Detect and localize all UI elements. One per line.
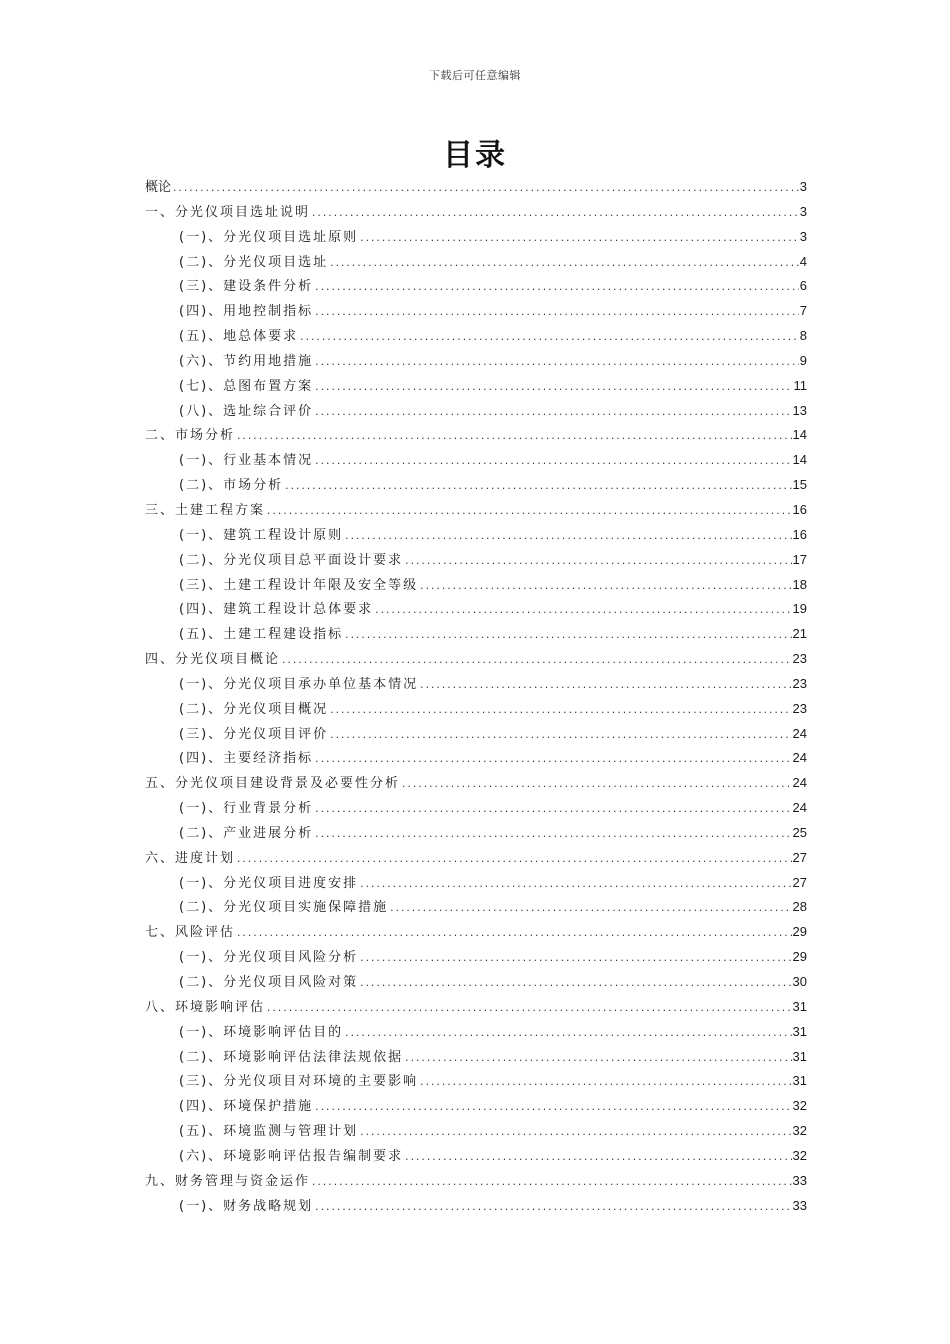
toc-entry[interactable] <box>145 374 807 399</box>
toc-entry[interactable] <box>145 448 807 473</box>
toc-entry-page-number: 29 <box>792 949 807 965</box>
toc-dot-leader <box>236 922 792 947</box>
toc-dot-leader <box>311 1171 792 1196</box>
toc-entry-label: 九、财务管理与资金运作 <box>145 1173 311 1189</box>
toc-entry-page-number: 32 <box>792 1147 807 1163</box>
toc-entry[interactable] <box>145 523 807 548</box>
toc-entry-label: (一)、行业基本情况 <box>179 453 314 469</box>
toc-dot-leader <box>344 525 791 550</box>
toc-entry-label: 概论 <box>145 180 172 195</box>
toc-entry[interactable] <box>145 796 807 821</box>
toc-entry-label: 二、市场分析 <box>145 428 236 444</box>
toc-entry-page-number: 23 <box>792 651 807 667</box>
toc-entry-page-number: 8 <box>799 328 807 344</box>
toc-entry[interactable] <box>145 722 807 747</box>
toc-entry[interactable] <box>145 1169 807 1194</box>
toc-entry-page-number: 16 <box>792 526 807 542</box>
toc-entry-page-number: 23 <box>792 675 807 691</box>
toc-dot-leader <box>314 276 799 301</box>
toc-entry-label: (三)、分光仪项目对环境的主要影响 <box>179 1074 419 1090</box>
toc-dot-leader <box>401 773 792 798</box>
toc-entry-page-number: 9 <box>799 352 807 368</box>
toc-entry-label: (二)、分光仪项目实施保障措施 <box>179 900 389 916</box>
toc-dot-leader <box>299 326 799 351</box>
toc-entry-label: (一)、分光仪项目承办单位基本情况 <box>179 676 419 692</box>
toc-dot-leader <box>404 550 791 575</box>
toc-dot-leader <box>236 425 792 450</box>
toc-entry[interactable] <box>145 672 807 697</box>
toc-entry-page-number: 15 <box>792 477 807 493</box>
toc-dot-leader <box>284 475 791 500</box>
toc-entry-page-number: 18 <box>792 576 807 592</box>
toc-entry-page-number: 14 <box>792 452 807 468</box>
toc-entry-page-number: 7 <box>799 303 807 319</box>
toc-entry-page-number: 33 <box>792 1197 807 1213</box>
toc-entry-label: (三)、分光仪项目评价 <box>179 726 329 742</box>
toc-entry-page-number: 31 <box>792 998 807 1014</box>
toc-entry-label: (二)、产业进展分析 <box>179 825 314 841</box>
toc-entry[interactable] <box>145 1119 807 1144</box>
toc-dot-leader <box>329 699 791 724</box>
toc-entry-page-number: 25 <box>792 824 807 840</box>
toc-dot-leader <box>314 376 792 401</box>
toc-entry-page-number: 23 <box>792 700 807 716</box>
toc-entry-label: (五)、地总体要求 <box>179 329 299 345</box>
toc-entry[interactable] <box>145 920 807 945</box>
toc-entry[interactable] <box>145 1045 807 1070</box>
toc-dot-leader <box>419 1071 791 1096</box>
toc-dot-leader <box>314 301 799 326</box>
toc-dot-leader <box>344 1022 791 1047</box>
toc-entry-page-number: 24 <box>792 750 807 766</box>
toc-entry-label: (七)、总图布置方案 <box>179 378 314 394</box>
toc-dot-leader <box>359 873 791 898</box>
toc-entry[interactable] <box>145 200 807 225</box>
toc-entry-page-number: 16 <box>792 501 807 517</box>
toc-dot-leader <box>314 1196 791 1221</box>
page-title: 目录 <box>443 138 507 173</box>
toc-entry-page-number: 27 <box>792 849 807 865</box>
toc-entry[interactable] <box>145 746 807 771</box>
toc-entry[interactable] <box>145 821 807 846</box>
toc-entry[interactable] <box>145 498 807 523</box>
toc-entry-label: (一)、行业背景分析 <box>179 801 314 817</box>
toc-entry[interactable] <box>145 573 807 598</box>
toc-entry-page-number: 14 <box>792 427 807 443</box>
toc-entry[interactable] <box>145 175 807 200</box>
toc-entry-label: (五)、土建工程建设指标 <box>179 627 344 643</box>
toc-entry-label: 四、分光仪项目概论 <box>145 652 281 668</box>
toc-entry-label: (二)、市场分析 <box>179 478 284 494</box>
toc-entry-page-number: 31 <box>792 1023 807 1039</box>
toc-entry-page-number: 31 <box>792 1073 807 1089</box>
toc-entry-page-number: 3 <box>799 203 807 219</box>
toc-entry[interactable] <box>145 349 807 374</box>
toc-entry[interactable] <box>145 548 807 573</box>
toc-entry-page-number: 6 <box>799 278 807 294</box>
toc-entry[interactable] <box>145 399 807 424</box>
toc-dot-leader <box>314 823 791 848</box>
toc-dot-leader <box>236 848 792 873</box>
toc-entry-page-number: 32 <box>792 1098 807 1114</box>
toc-entry-label: (四)、主要经济指标 <box>179 751 314 767</box>
toc-entry-label: (一)、环境影响评估目的 <box>179 1024 344 1040</box>
table-of-contents <box>145 175 807 1218</box>
toc-dot-leader <box>359 947 791 972</box>
toc-entry[interactable] <box>145 697 807 722</box>
toc-entry-page-number: 24 <box>792 775 807 791</box>
toc-dot-leader <box>329 724 791 749</box>
toc-entry[interactable] <box>145 473 807 498</box>
toc-entry[interactable] <box>145 1020 807 1045</box>
toc-entry[interactable] <box>145 225 807 250</box>
toc-entry-label: 八、环境影响评估 <box>145 999 266 1015</box>
toc-entry-page-number: 32 <box>792 1123 807 1139</box>
toc-entry-label: (四)、用地控制指标 <box>179 304 314 320</box>
toc-dot-leader <box>314 401 791 426</box>
toc-entry-page-number: 4 <box>799 253 807 269</box>
toc-entry[interactable] <box>145 895 807 920</box>
toc-entry-page-number: 24 <box>792 725 807 741</box>
toc-entry-page-number: 3 <box>799 179 807 194</box>
toc-entry-label: 六、进度计划 <box>145 850 236 866</box>
toc-entry-label: 三、土建工程方案 <box>145 502 266 518</box>
toc-entry-page-number: 21 <box>792 626 807 642</box>
toc-entry[interactable] <box>145 871 807 896</box>
toc-entry[interactable] <box>145 647 807 672</box>
toc-entry-page-number: 27 <box>792 874 807 890</box>
toc-entry[interactable] <box>145 597 807 622</box>
toc-entry[interactable] <box>145 970 807 995</box>
toc-entry-label: (三)、建设条件分析 <box>179 279 314 295</box>
toc-entry-label: (二)、分光仪项目概况 <box>179 701 329 717</box>
toc-entry-label: (二)、环境影响评估法律法规依据 <box>179 1049 404 1065</box>
toc-dot-leader <box>172 177 799 202</box>
toc-entry[interactable] <box>145 1144 807 1169</box>
toc-entry-label: (二)、分光仪项目风险对策 <box>179 975 359 990</box>
toc-dot-leader <box>359 1121 791 1146</box>
toc-entry-label: (六)、环境影响评估报告编制要求 <box>179 1148 404 1164</box>
toc-entry-label: (二)、分光仪项目选址 <box>179 254 329 270</box>
toc-entry-label: (八)、选址综合评价 <box>179 403 314 419</box>
toc-entry[interactable] <box>145 945 807 970</box>
toc-entry-page-number: 28 <box>792 899 807 915</box>
toc-entry-page-number: 30 <box>792 974 807 989</box>
toc-entry[interactable] <box>145 274 807 299</box>
toc-dot-leader <box>419 575 791 600</box>
toc-entry-page-number: 17 <box>792 551 807 567</box>
header-note: 下载后可任意编辑 <box>429 69 521 82</box>
toc-entry-label: 五、分光仪项目建设背景及必要性分析 <box>145 776 401 792</box>
toc-entry-label: (六)、节约用地措施 <box>179 353 314 369</box>
toc-dot-leader <box>329 252 799 277</box>
toc-entry-page-number: 11 <box>793 377 807 393</box>
toc-entry[interactable] <box>145 846 807 871</box>
toc-dot-leader <box>311 202 799 227</box>
toc-entry-page-number: 13 <box>792 402 807 418</box>
toc-entry-label: (一)、财务战略规划 <box>179 1198 314 1214</box>
toc-entry-label: (一)、分光仪项目选址原则 <box>179 229 359 245</box>
toc-entry-label: (三)、土建工程设计年限及安全等级 <box>179 577 419 593</box>
toc-entry-page-number: 31 <box>792 1048 807 1064</box>
toc-entry[interactable] <box>145 250 807 275</box>
toc-dot-leader <box>281 649 792 674</box>
toc-dot-leader <box>314 748 791 773</box>
toc-entry-label: (五)、环境监测与管理计划 <box>179 1124 359 1140</box>
toc-dot-leader <box>314 450 791 475</box>
toc-dot-leader <box>359 972 791 997</box>
toc-entry[interactable] <box>145 324 807 349</box>
toc-entry-page-number: 19 <box>792 601 807 617</box>
toc-dot-leader <box>404 1146 791 1171</box>
toc-entry[interactable] <box>145 771 807 796</box>
toc-entry-label: 一、分光仪项目选址说明 <box>145 204 311 220</box>
toc-entry-page-number: 33 <box>792 1172 807 1188</box>
toc-entry[interactable] <box>145 423 807 448</box>
toc-dot-leader <box>404 1047 791 1072</box>
toc-dot-leader <box>389 897 791 922</box>
toc-dot-leader <box>266 500 792 525</box>
toc-dot-leader <box>374 599 791 624</box>
toc-entry[interactable] <box>145 1069 807 1094</box>
toc-entry-label: (一)、建筑工程设计原则 <box>179 527 344 543</box>
toc-dot-leader <box>314 798 791 823</box>
toc-entry-label: (二)、分光仪项目总平面设计要求 <box>179 552 404 568</box>
toc-entry[interactable] <box>145 995 807 1020</box>
toc-dot-leader <box>359 227 799 252</box>
toc-entry[interactable] <box>145 299 807 324</box>
toc-entry-label: (四)、环境保护措施 <box>179 1099 314 1115</box>
toc-entry-label: 七、风险评估 <box>145 925 236 941</box>
toc-entry[interactable] <box>145 1094 807 1119</box>
toc-entry-page-number: 3 <box>799 228 807 244</box>
toc-dot-leader <box>314 351 799 376</box>
toc-entry-label: (一)、分光仪项目进度安排 <box>179 875 359 891</box>
toc-entry[interactable] <box>145 1194 807 1219</box>
toc-entry-label: (一)、分光仪项目风险分析 <box>179 950 359 966</box>
toc-entry-page-number: 24 <box>792 800 807 816</box>
toc-dot-leader <box>266 997 792 1022</box>
toc-entry-page-number: 29 <box>792 924 807 940</box>
toc-entry-label: (四)、建筑工程设计总体要求 <box>179 602 374 618</box>
toc-dot-leader <box>419 674 791 699</box>
toc-entry[interactable] <box>145 622 807 647</box>
toc-dot-leader <box>344 624 791 649</box>
toc-dot-leader <box>314 1096 791 1121</box>
